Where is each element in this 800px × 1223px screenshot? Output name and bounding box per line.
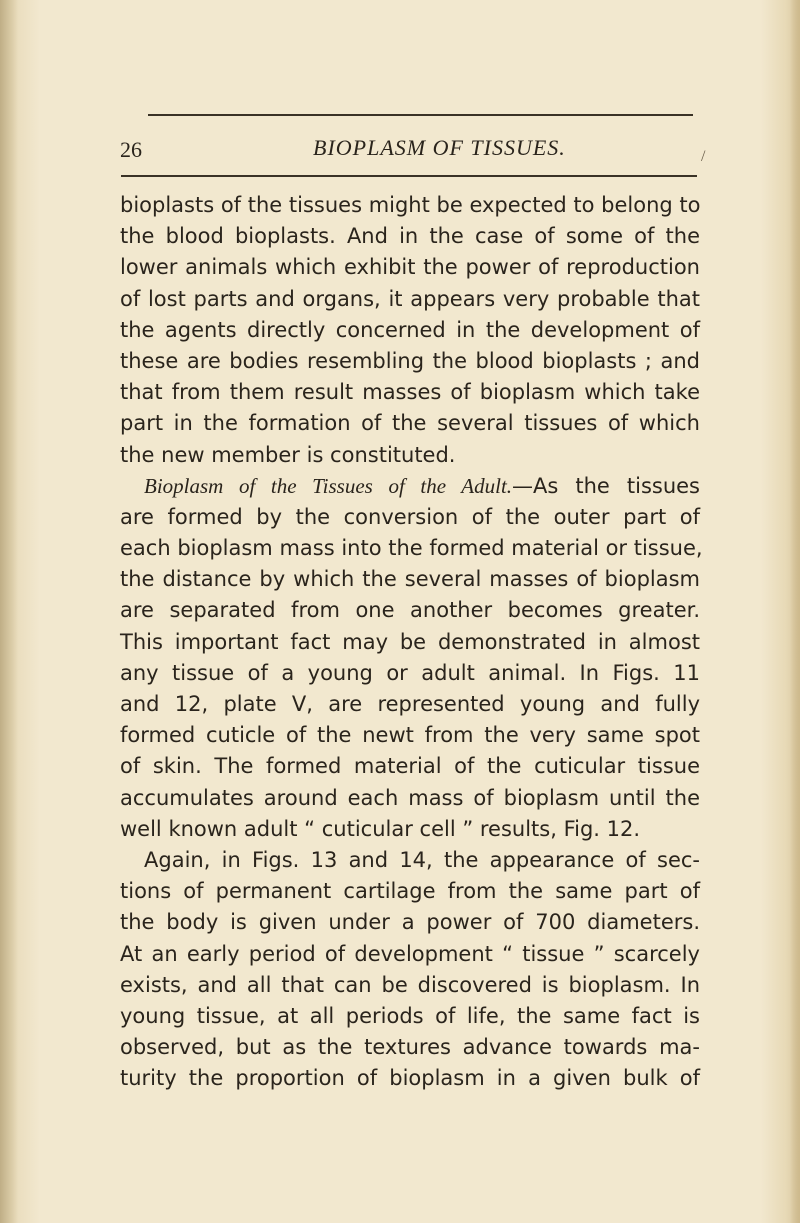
text-line: the blood bioplasts. And in the case of some of the (120, 224, 700, 249)
text-line: part in the formation of the several tissues of which (120, 411, 700, 436)
text-line: are separated from one another becomes greater. (120, 598, 700, 623)
text-line: tions of permanent cartilage from the same part of (120, 879, 700, 904)
page-number: 26 (120, 137, 142, 162)
text-line: formed cuticle of the newt from the very same spot (120, 723, 700, 748)
text-line: the agents directly concerned in the development of (120, 317, 700, 342)
header-rule (121, 175, 697, 177)
section-heading-line (120, 471, 700, 502)
text-line: of lost parts and organs, it appears very probable that (120, 286, 700, 311)
text-line: lower animals which exhibit the power of reproduction (120, 255, 700, 280)
text-line: the body is given under a power of 700 diameters. (120, 910, 700, 935)
text-line: bioplasts of the tissues might be expected to belong to (120, 193, 701, 217)
top-rule (148, 114, 693, 116)
text-line: and 12, plate V, are represented young and fully (120, 692, 700, 716)
text-line: young tissue, at all periods of life, the same fact is (120, 1003, 700, 1028)
section-heading-rest: —As the tissues (512, 473, 700, 498)
section-heading: Bioplasm of the Tissues of the Adult. (144, 473, 513, 498)
page-spine-shadow (0, 0, 18, 1223)
text-line: that from them result masses of bioplasm which take (120, 380, 700, 405)
running-head: BIOPLASM OF TISSUES. (313, 135, 566, 160)
text-line: these are bodies resembling the blood bioplasts ; and (120, 348, 700, 373)
text-line: each bioplasm mass into the formed material or tissue, (120, 536, 703, 561)
text-line: turity the proportion of bioplasm in a given bulk of (120, 1066, 700, 1091)
text-line: This important fact may be demonstrated in almost (120, 629, 700, 654)
corner-mark: / (701, 148, 706, 165)
text-line: Again, in Figs. 13 and 14, the appearance of sec- (144, 847, 700, 872)
text-line: At an early period of development “ tissue ” scarcely (120, 941, 700, 966)
text-line: well known adult “ cuticular cell ” results, Fig. 12. (120, 816, 641, 841)
text-line: of skin. The formed material of the cuticular tissue (120, 754, 700, 779)
page-edge-shadow (790, 0, 800, 1223)
text-line: any tissue of a young or adult animal. In Figs. 11 (120, 660, 700, 685)
text-line: the new member is constituted. (120, 442, 456, 467)
text-line: exists, and all that can be discovered is bioplasm. In (120, 972, 700, 997)
text-line: accumulates around each mass of bioplasm until the (120, 785, 700, 810)
text-line: the distance by which the several masses of bioplasm (120, 567, 700, 592)
body-text (120, 190, 703, 1094)
text-line: are formed by the conversion of the outer part of (120, 504, 700, 529)
text-line: observed, but as the textures advance towards ma- (120, 1035, 700, 1060)
